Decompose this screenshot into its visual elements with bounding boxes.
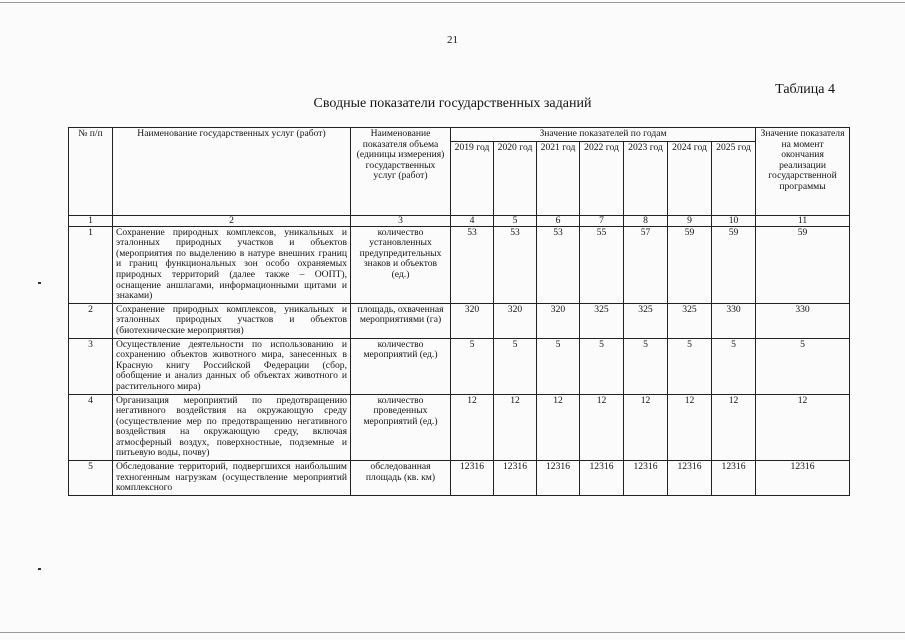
value-2025: 12 [712, 394, 756, 461]
header-year: 2024 год [668, 141, 712, 215]
row-num: 2 [69, 303, 113, 338]
header-years-group: Значение показателей по годам [451, 128, 756, 142]
final-value: 59 [756, 226, 850, 303]
value-2024: 12 [668, 394, 712, 461]
column-index: 9 [668, 215, 712, 226]
value-2024: 5 [668, 338, 712, 394]
header-year: 2020 год [494, 141, 537, 215]
row-num: 5 [69, 461, 113, 496]
value-2023: 57 [624, 226, 668, 303]
scan-edge-top [0, 2, 905, 3]
column-index: 2 [113, 215, 351, 226]
indicator-name: количество установленных предупредительных знаков и объектов (ед.) [351, 226, 451, 303]
value-2019: 12 [451, 394, 494, 461]
header-year: 2025 год [712, 141, 756, 215]
table-label: Таблица 4 [775, 82, 835, 97]
header-final: Значение показателя на момент окончания реализации государственной программы [756, 128, 850, 216]
value-2020: 12 [494, 394, 537, 461]
summary-table [68, 127, 850, 496]
value-2024: 12316 [668, 461, 712, 496]
value-2023: 325 [624, 303, 668, 338]
header-year: 2021 год [537, 141, 580, 215]
document-title: Сводные показатели государственных заданий [313, 96, 592, 111]
scan-edge-bottom [0, 632, 905, 633]
indicator-name: количество мероприятий (ед.) [351, 338, 451, 394]
table-row [69, 394, 850, 461]
indicator-name: площадь, охваченная мероприятиями (га) [351, 303, 451, 338]
header-service: Наименование государственных услуг (работ) [113, 128, 351, 216]
column-index: 3 [351, 215, 451, 226]
service-name: Организация мероприятий по предотвращению негативного воздействия на окружающую среду (осуществление мер по предотвращению негативного воздействия на окружающую среду, включая атмосферный воздух, поверхностные, подземные и питьевую воды, почву) [113, 394, 351, 461]
value-2022: 55 [580, 226, 624, 303]
table-row [69, 226, 850, 303]
value-2019: 5 [451, 338, 494, 394]
column-index: 6 [537, 215, 580, 226]
value-2025: 59 [712, 226, 756, 303]
value-2019: 320 [451, 303, 494, 338]
scan-mark [38, 568, 41, 570]
row-num: 3 [69, 338, 113, 394]
table-row [69, 338, 850, 394]
value-2024: 59 [668, 226, 712, 303]
value-2022: 325 [580, 303, 624, 338]
value-2019: 12316 [451, 461, 494, 496]
final-value: 12316 [756, 461, 850, 496]
value-2022: 12316 [580, 461, 624, 496]
value-2019: 53 [451, 226, 494, 303]
value-2020: 53 [494, 226, 537, 303]
table-row [69, 303, 850, 338]
value-2020: 320 [494, 303, 537, 338]
value-2023: 12316 [624, 461, 668, 496]
header-year: 2019 год [451, 141, 494, 215]
header-num: № п/п [69, 128, 113, 216]
scan-mark [38, 282, 41, 284]
service-name: Обследование территорий, подвергшихся наибольшим техногенным нагрузкам (осуществление мероприятий комплексного [113, 461, 351, 496]
value-2021: 53 [537, 226, 580, 303]
value-2024: 325 [668, 303, 712, 338]
column-index: 10 [712, 215, 756, 226]
column-index: 11 [756, 215, 850, 226]
value-2020: 5 [494, 338, 537, 394]
header-indicator: Наименование показателя объема (единицы измерения) государственных услуг (работ) [351, 128, 451, 216]
final-value: 5 [756, 338, 850, 394]
value-2023: 12 [624, 394, 668, 461]
value-2021: 12 [537, 394, 580, 461]
column-index-row [69, 215, 850, 226]
service-name: Сохранение природных комплексов, уникальных и эталонных природных участков и объектов (биотехнические мероприятия) [113, 303, 351, 338]
value-2021: 5 [537, 338, 580, 394]
final-value: 12 [756, 394, 850, 461]
value-2025: 12316 [712, 461, 756, 496]
value-2022: 12 [580, 394, 624, 461]
column-index: 1 [69, 215, 113, 226]
value-2020: 12316 [494, 461, 537, 496]
service-name: Сохранение природных комплексов, уникальных и эталонных природных участков и объектов (мероприятия по выделению в натуре внешних границ и границ функциональных зон особо охраняемых природных территорий (далее также – ООПТ), оснащение аншлагами, информационными щитами и знаками) [113, 226, 351, 303]
column-index: 8 [624, 215, 668, 226]
header-year: 2023 год [624, 141, 668, 215]
final-value: 330 [756, 303, 850, 338]
value-2021: 320 [537, 303, 580, 338]
service-name: Осуществление деятельности по использованию и сохранению объектов животного мира, занесенных в Красную книгу Российской Федерации (сбор, обобщение и анализ данных об объектах животного и растительного мира) [113, 338, 351, 394]
row-num: 1 [69, 226, 113, 303]
row-num: 4 [69, 394, 113, 461]
header-year: 2022 год [580, 141, 624, 215]
table-row [69, 461, 850, 496]
value-2025: 5 [712, 338, 756, 394]
value-2025: 330 [712, 303, 756, 338]
value-2022: 5 [580, 338, 624, 394]
column-index: 7 [580, 215, 624, 226]
value-2023: 5 [624, 338, 668, 394]
indicator-name: количество проведенных мероприятий (ед.) [351, 394, 451, 461]
page-number: 21 [447, 34, 458, 46]
indicator-name: обследованная площадь (кв. км) [351, 461, 451, 496]
column-index: 4 [451, 215, 494, 226]
column-index: 5 [494, 215, 537, 226]
value-2021: 12316 [537, 461, 580, 496]
